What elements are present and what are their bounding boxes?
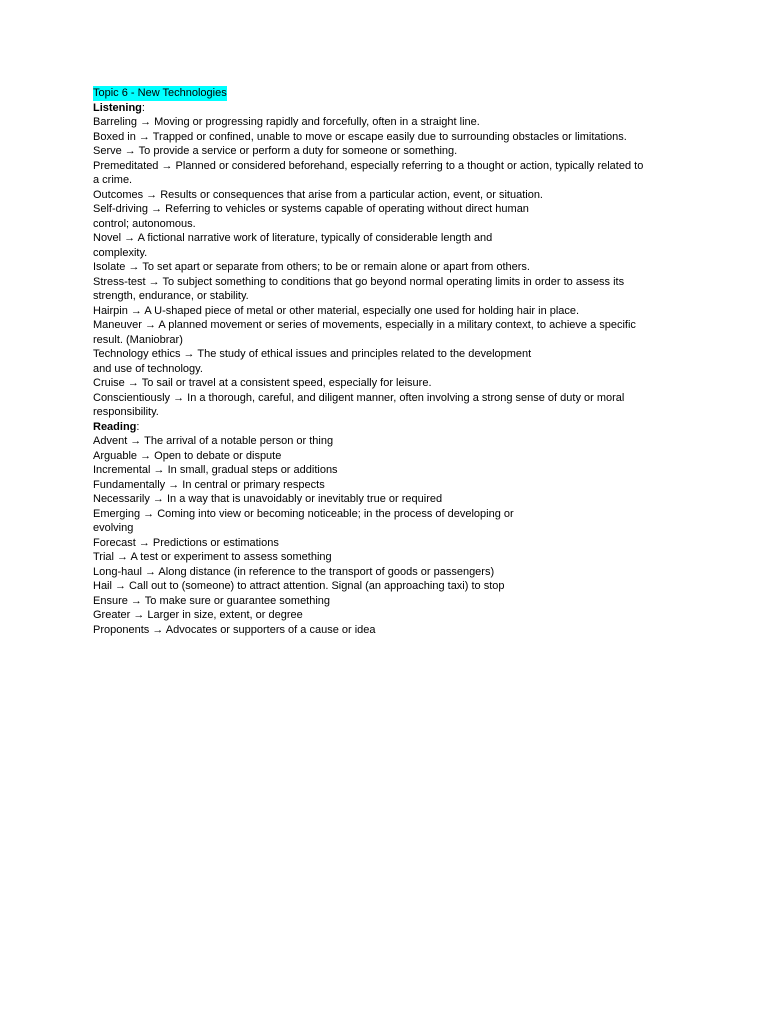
vocab-line: and use of technology. [93,362,203,375]
vocab-line: Outcomes → Results or consequences that arise from a particular action, event, or situation. [93,188,543,201]
document-title: Topic 6 - New Technologies [93,87,227,99]
vocab-line: result. (Maniobrar) [93,333,183,346]
vocab-line: Premeditated → Planned or considered beforehand, especially referring to a thought or action, typically related to [93,159,644,172]
vocab-line: Hairpin → A U-shaped piece of metal or other material, especially one used for holding hair in place. [93,304,580,317]
vocab-line: Advent → The arrival of a notable person or thing [93,435,334,447]
vocab-line: evolving [93,522,134,534]
vocab-line: Novel → A fictional narrative work of literature, typically of considerable length and [93,232,493,244]
vocab-line: Cruise → To sail or travel at a consistent speed, especially for leisure. [93,377,432,389]
vocab-line: Ensure → To make sure or guarantee something [93,594,331,607]
section-heading-line: Reading: [93,420,140,433]
vocab-line: Technology ethics → The study of ethical issues and principles related to the development [93,348,532,360]
document-body [93,86,693,637]
vocab-line: Boxed in → Trapped or confined, unable to move or escape easily due to surrounding obstacles or limitations. [93,130,627,143]
vocab-line: Emerging → Coming into view or becoming noticeable; in the process of developing or [93,507,514,520]
vocab-line: Conscientiously → In a thorough, careful, and diligent manner, often involving a strong sense of duty or moral [93,391,625,404]
vocab-line: Long-haul → Along distance (in reference to the transport of goods or passengers) [93,565,495,578]
section-heading-line: Listening: [93,101,145,114]
vocab-line: Barreling → Moving or progressing rapidly and forcefully, often in a straight line. [93,116,480,128]
section-heading-listening: Listening [93,101,142,114]
vocab-line: Incremental → In small, gradual steps or additions [93,464,338,476]
vocab-line: responsibility. [93,406,159,418]
vocab-line: strength, endurance, or stability. [93,290,249,302]
vocab-line: Proponents → Advocates or supporters of a cause or idea [93,623,376,636]
vocab-line: complexity. [93,246,148,259]
vocab-line: Stress-test → To subject something to conditions that go beyond normal operating limits in order to assess its [93,275,625,288]
vocab-line: Fundamentally → In central or primary respects [93,478,325,491]
vocab-line: Forecast → Predictions or estimations [93,536,279,549]
vocab-line: Serve → To provide a service or perform a duty for someone or something. [93,145,458,157]
vocab-line: Trial → A test or experiment to assess something [93,551,332,563]
vocab-line: Arguable → Open to debate or dispute [93,449,282,462]
vocab-line: Self-driving → Referring to vehicles or systems capable of operating without direct human [93,203,529,215]
vocab-line: a crime. [93,174,133,186]
vocab-line: Necessarily → In a way that is unavoidably or inevitably true or required [93,493,443,505]
vocab-line: Greater → Larger in size, extent, or degree [93,609,303,621]
vocab-line: control; autonomous. [93,217,196,230]
vocab-line: Maneuver → A planned movement or series of movements, especially in a military context, to achieve a specific [93,319,636,331]
section-heading-reading: Reading [93,420,137,433]
vocab-line: Hail → Call out to (someone) to attract attention. Signal (an approaching taxi) to stop [93,580,505,592]
vocab-line: Isolate → To set apart or separate from others; to be or remain alone or apart from others. [93,261,530,273]
title-line [93,86,693,101]
